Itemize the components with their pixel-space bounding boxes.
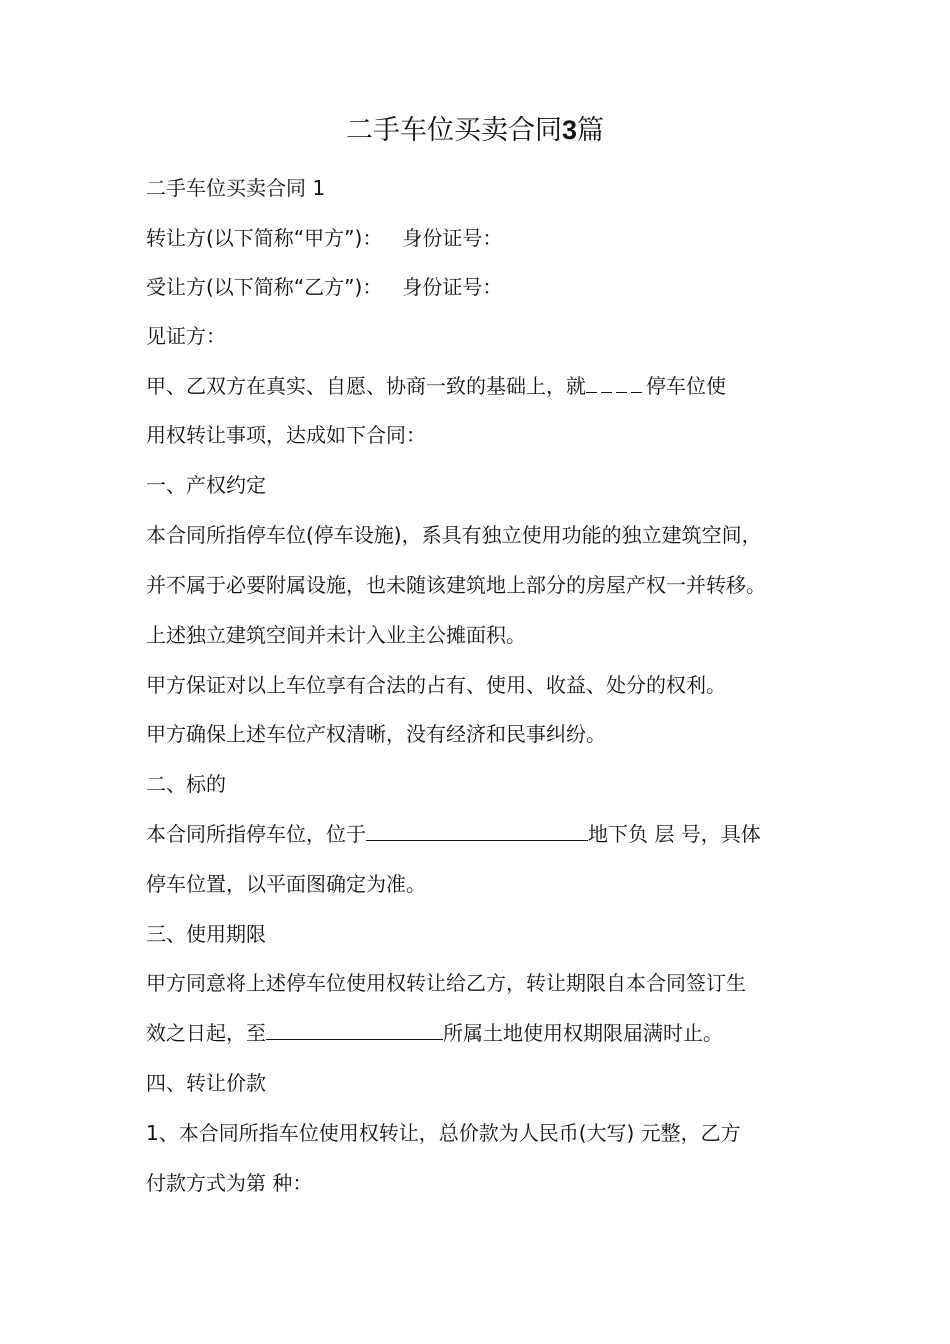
section-1-para-5: 甲方确保上述车位产权清晰，没有经济和民事纠纷。 [146, 722, 606, 746]
section-3-heading: 三、使用期限 [146, 922, 266, 946]
section-2-para-2: 停车位置，以平面图确定为准。 [146, 872, 426, 896]
parking-address-blank [366, 820, 588, 841]
intro-text-b: 停车位使 [646, 374, 726, 398]
intro-text-a: 甲、乙双方在真实、自愿、协商一致的基础上，就 [146, 374, 586, 398]
document-title [0, 112, 950, 149]
title-number: 3 [561, 115, 578, 145]
section-2-heading: 二、标的 [146, 772, 226, 796]
section-2-para-1 [146, 820, 761, 848]
section-3-text-b: 所属土地使用权期限届满时止。 [443, 1021, 723, 1045]
intro-line-2: 用权转让事项，达成如下合同： [146, 423, 426, 447]
contract-subtitle: 二手车位买卖合同 1 [146, 176, 326, 200]
section-3-text-a: 效之日起，至 [146, 1021, 266, 1045]
section-1-para-3: 上述独立建筑空间并未计入业主公摊面积。 [146, 623, 526, 647]
title-tail: 篇 [577, 115, 605, 146]
party-b-id-label: 身份证号： [402, 275, 503, 299]
section-3-para-1: 甲方同意将上述停车位使用权转让给乙方，转让期限自本合同签订生 [146, 971, 746, 995]
party-a-id-label: 身份证号： [402, 226, 503, 250]
section-3-para-2 [146, 1019, 723, 1047]
party-b-label: 受让方(以下简称“乙方”)： [146, 275, 383, 299]
end-date-blank [266, 1019, 443, 1040]
parking-location-blank [586, 372, 646, 400]
party-a-line [146, 224, 502, 252]
section-4-para-2: 付款方式为第 种： [146, 1171, 313, 1195]
witness-line: 见证方： [146, 324, 226, 348]
intro-line-1 [146, 372, 726, 400]
section-4-heading: 四、转让价款 [146, 1071, 266, 1095]
section-4-para-1: 1、本合同所指车位使用权转让，总价款为人民币(大写) 元整，乙方 [146, 1121, 741, 1145]
section-1-heading: 一、产权约定 [146, 473, 266, 497]
section-1-para-1: 本合同所指停车位(停车设施)，系具有独立使用功能的独立建筑空间， [146, 523, 762, 547]
title-text: 二手车位买卖合同 [345, 115, 562, 146]
party-a-label: 转让方(以下简称“甲方”)： [146, 226, 383, 250]
section-1-para-4: 甲方保证对以上车位享有合法的占有、使用、收益、处分的权利。 [146, 673, 726, 697]
section-2-text-a: 本合同所指停车位，位于 [146, 822, 366, 846]
party-b-line [146, 273, 502, 301]
section-2-text-b: 地下负 层 号，具体 [588, 822, 761, 846]
section-1-para-2: 并不属于必要附属设施，也未随该建筑地上部分的房屋产权一并转移。 [146, 573, 766, 597]
